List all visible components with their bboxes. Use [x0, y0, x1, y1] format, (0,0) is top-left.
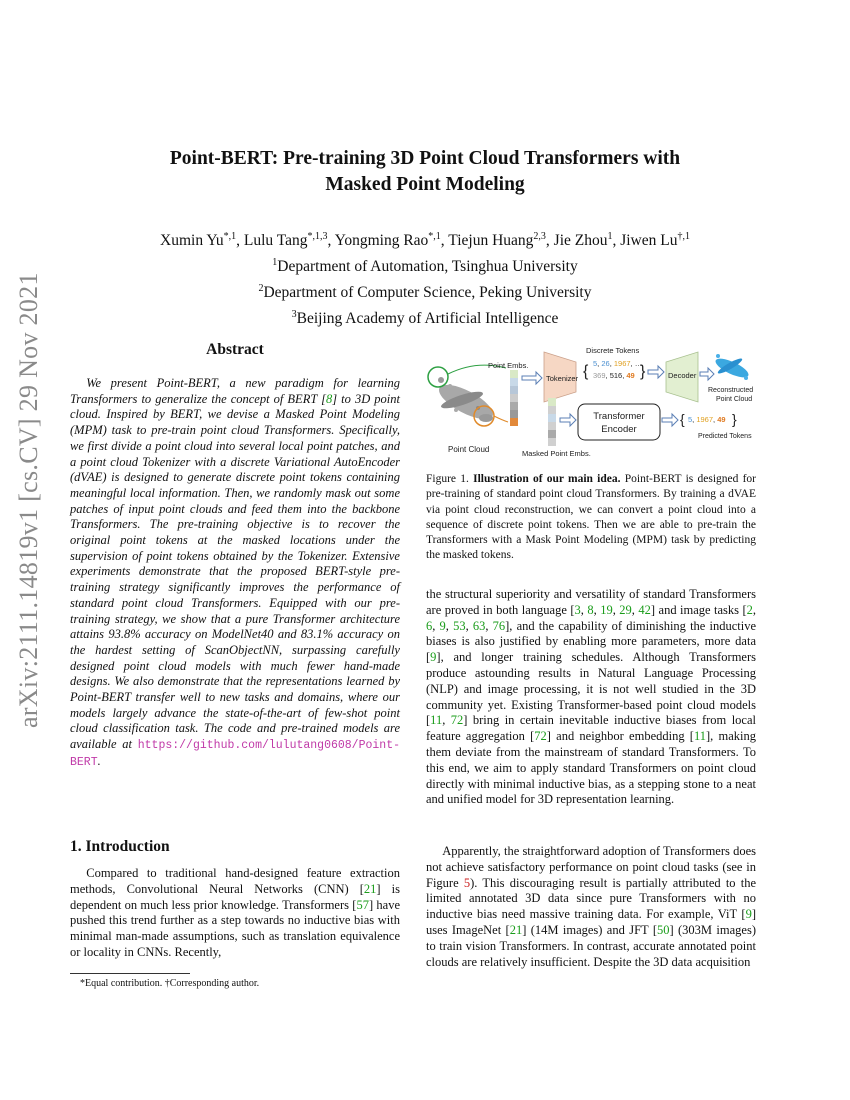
decoder-label: Decoder: [668, 371, 697, 380]
tokenizer-label: Tokenizer: [546, 374, 579, 383]
footnote-rule: [70, 973, 190, 974]
citation-link[interactable]: 63: [472, 618, 486, 633]
citation-link[interactable]: 72: [450, 713, 464, 728]
citation-link[interactable]: 50: [656, 922, 670, 937]
author-list: Xumin $Yu^{*,1}$, Lulu Tang$^{*,1,3}$, Yongming Rao$^{*,1}$, Tiejun Huang$^{2,3}$, Jie Zhou$^1$, Jiwen $Lu^{\dagger,1}$: [160, 231, 690, 250]
point-cloud-label: Point Cloud: [448, 445, 490, 454]
reconstructed-point-cloud-image: [713, 354, 751, 381]
discrete-tokens-row-1: 5, 26, 1967, …: [593, 359, 643, 368]
token-brace-open: {: [583, 363, 589, 380]
citation-link[interactable]: 53: [453, 618, 466, 633]
citation-link[interactable]: 3: [574, 602, 581, 617]
pred-brace-open: {: [680, 411, 685, 427]
citation-link[interactable]: 8: [325, 391, 333, 406]
affiliation: $^1$Department of Automation, Tsinghua University: [272, 257, 578, 276]
citation-link[interactable]: 8: [587, 602, 594, 617]
encoder-label: Encoder: [601, 424, 637, 435]
citation-link[interactable]: 11: [430, 713, 443, 728]
masked-point-embs-column: [548, 398, 556, 446]
predicted-tokens-values: 5, 1967, 49: [688, 415, 726, 424]
point-embs-label: Point Embs.: [488, 361, 529, 370]
citation-link[interactable]: 19: [600, 602, 613, 617]
figure-ref-link[interactable]: 5: [463, 875, 471, 890]
reconstructed-label-1: Reconstructed: [708, 387, 754, 394]
citation-link[interactable]: 21: [363, 881, 377, 896]
discrete-tokens-label: Discrete Tokens: [586, 346, 640, 355]
citation-link[interactable]: 9: [745, 907, 752, 922]
author: Jie Zhou$^1$: [553, 231, 613, 250]
abstract-heading: Abstract: [206, 341, 264, 358]
author: Tiejun Huang$^{2,3}$: [448, 231, 546, 250]
transformer-label: Transformer: [593, 411, 645, 422]
pred-brace-close: }: [732, 411, 737, 427]
predicted-tokens-label: Predicted Tokens: [698, 433, 752, 440]
author-block: [90, 226, 760, 331]
masked-point-embs-label: Masked Point Embs.: [522, 449, 591, 458]
affiliation: $^2$Department of Computer Science, Peking University: [258, 283, 592, 302]
citation-link[interactable]: 72: [534, 729, 547, 744]
citation-link[interactable]: 9: [439, 618, 446, 633]
introduction-heading: 1. Introduction: [70, 838, 170, 855]
citation-link[interactable]: 2: [746, 602, 753, 617]
abstract-body: We present Point-BERT, a new paradigm for learning Transformers to generalize the concept of BERT [8] to 3D point cloud. Inspired by BERT, we devise a Masked Point Modeling (MPM) task to pre-train point cloud Transformers. Specifically, we first divide a point cloud into several local point patches, and a point cloud Tokenizer with a discrete Variational AutoEncoder (dVAE) is designed to generate discrete point tokens containing meaningful local information. Then, we randomly mask out some patches of input point clouds and feed them into the backbone Transformers. The pre-training objective is to recover the original point tokens at the masked locations under the supervision of point tokens obtained by the Tokenizer. Extensive experiments demonstrate that the proposed BERT-style pre-training strategy significantly improves the performance of standard point cloud Transformers. Equipped with our pre-training strategy, we show that a pure Transformer architecture attains 93.8% accuracy on ModelNet40 and 83.1% accuracy on the hardest setting of ScanObjectNN, surpassing carefully designed point cloud models with much fewer hand-made designs. We also demonstrate that the representations learned by Point-BERT transfer well to new tasks and domains, where our models largely advance the state-of-the-art of few-shot point cloud classification task. The code and pre-trained models are available at https://github.com/lulutang0608/Point-BERT.: [70, 376, 400, 769]
figure-1: [426, 340, 756, 460]
citation-link[interactable]: 6: [426, 618, 433, 633]
reconstructed-label-2: Point Cloud: [716, 396, 753, 403]
introduction-body: Compared to traditional hand-designed feature extraction methods, Convolutional Neural Networks (CNN) [21] is dependent on much less prior knowledge. Transformers [57] have pushed this trend further as a step towards no inductive bias with minimal man-made assumptions, such as translation equivalence or locality in CNNs. Recently,: [70, 866, 400, 959]
right-column-paragraph-2: Apparently, the straightforward adoption of Transformers does not achieve satisfactory performance on point cloud tasks (see in Figure 5). This discouraging result is partially attributed to the limited annotated 3D data since pure Transformers with no inductive bias need massive training data. For example, ViT [9] uses ImageNet [21] (14M images) and JFT [50] (303M images) to train vision Transformers. In contrast, accurate annotated point clouds are relatively insufficient. Despite the 3D data acquisition: [426, 844, 757, 969]
paper-title: [90, 146, 760, 198]
author: Jiwen $Lu^{\dagger,1}$: [620, 231, 690, 250]
title-line-1: Point-BERT: Pre-training 3D Point Cloud Transformers with: [169, 148, 681, 169]
citation-link[interactable]: 11: [693, 729, 706, 744]
token-brace-close: }: [640, 363, 646, 380]
citation-link[interactable]: 42: [638, 602, 651, 617]
figure-1-diagram: [426, 340, 756, 460]
footnote: *Equal contribution. †Corresponding author.: [80, 978, 260, 989]
title-line-2: Masked Point Modeling: [325, 174, 525, 195]
author: Lulu Tang$^{*,1,3}$: [243, 231, 328, 250]
point-cloud-image: [428, 367, 498, 426]
citation-link[interactable]: 76: [492, 618, 506, 633]
citation-link[interactable]: 9: [430, 650, 437, 665]
discrete-tokens-row-2: 369, 516, 49: [593, 371, 635, 380]
point-embs-column: [510, 370, 518, 426]
figure-1-caption: Figure 1. Illustration of our main idea. Point-BERT is designed for pre-training of standard point cloud Transformers. By training a dVAE via point cloud reconstruction, we can convert a point cloud into a sequence of discrete point tokens. Then we are able to pre-train the Transformers with a Mask Point Modeling (MPM) task by predicting the masked tokens.: [426, 473, 757, 562]
citation-link[interactable]: 29: [619, 602, 632, 617]
citation-link[interactable]: 21: [509, 922, 523, 937]
code-url-link[interactable]: https://github.com/lulutang0608/Point-BERT: [70, 739, 400, 769]
citation-link[interactable]: 57: [356, 897, 369, 912]
author: Xumin $Yu^{*,1}$: [160, 231, 237, 250]
arxiv-identifier: arXiv:2111.14819v1 [cs.CV] 29 Nov 2021: [14, 272, 43, 728]
affiliation: $^3$Beijing Academy of Artificial Intelligence: [291, 309, 559, 328]
right-column-paragraph-1: the structural superiority and versatility of standard Transformers are proved in both language [3, 8, 19, 29, 42] and image tasks [2, 6, 9, 53, 63, 76], and the capability of diminishing the inductive biases is also justified by enabling more parameters, more data [9], and longer training schedules. Although Transformers produce astounding results in Natural Language Processing (NLP) and image processing, it is not well studied in the 3D community yet. Existing Transformer-based point cloud models [11, 72] bring in certain inevitable inductive biases from local feature aggregation [72] and neighbor embedding [11], making them deviate from the mainstream of standard Transformers. To this end, we aim to apply standard Transformers on point cloud directly with minimal inductive bias, as a stepping stone to a neat and unified model for 3D representation learning.: [426, 587, 757, 807]
author: Yongming Rao$^{*,1}$: [334, 231, 441, 250]
